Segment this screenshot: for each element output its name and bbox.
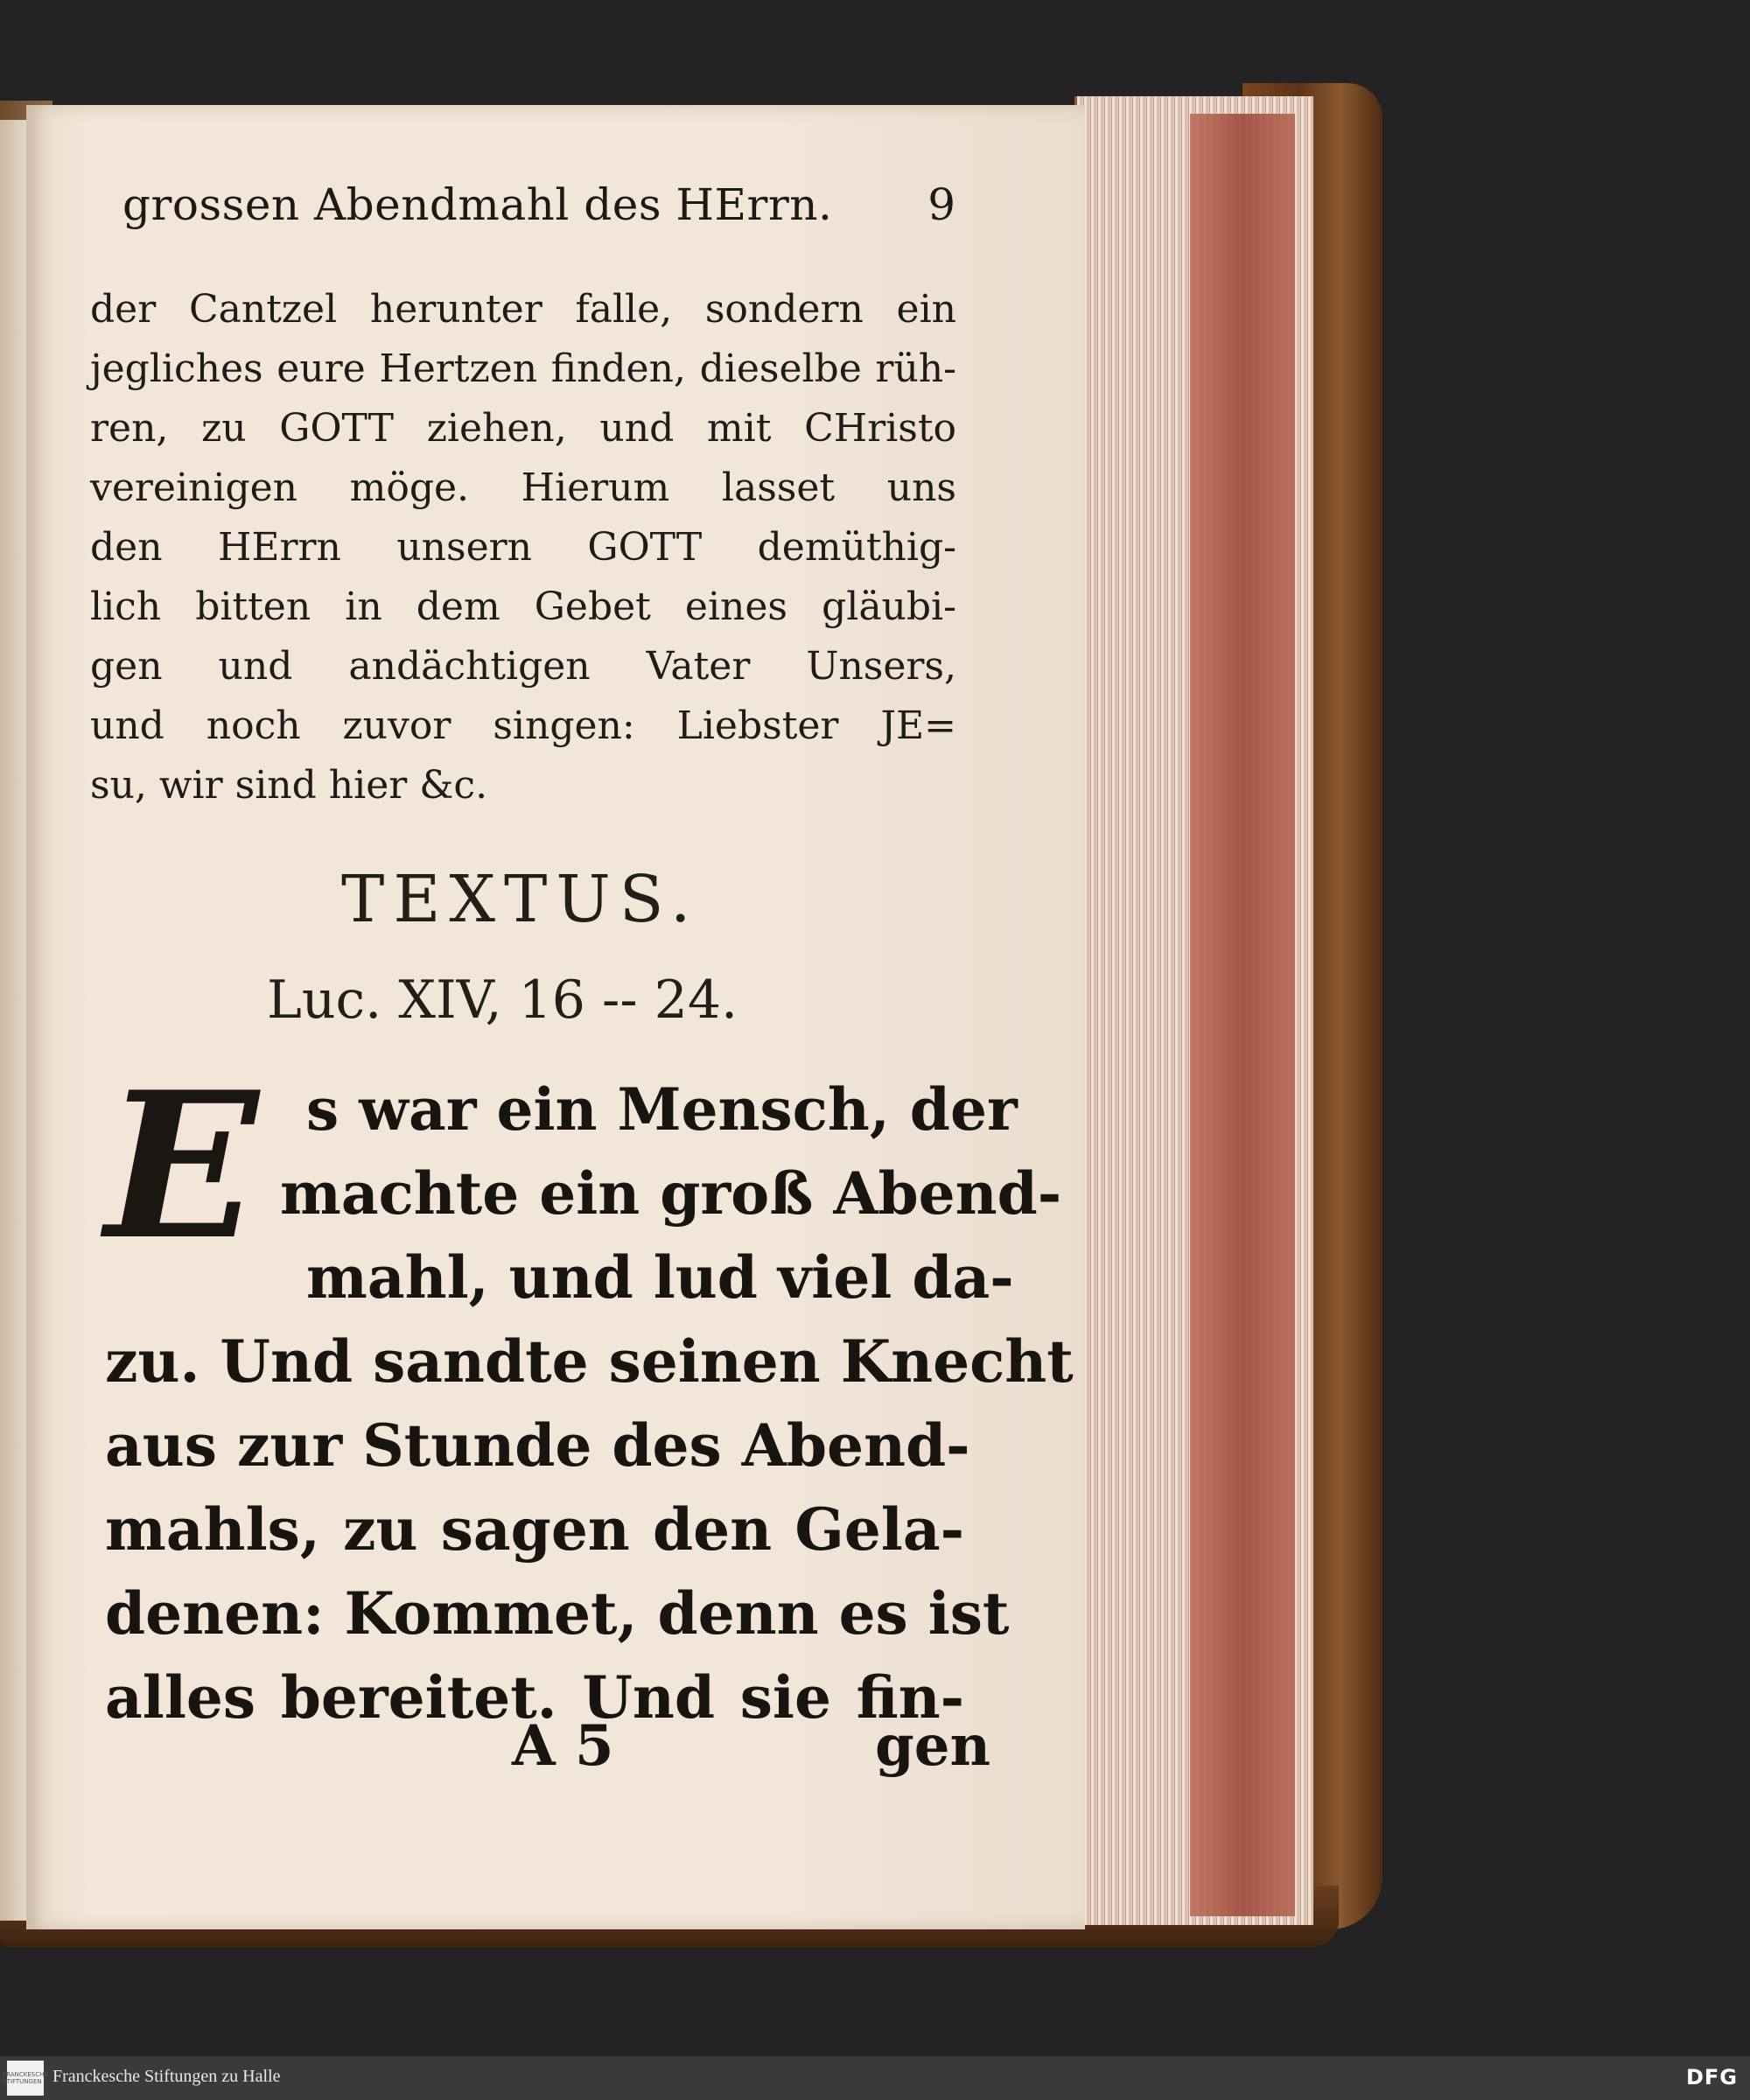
prose-line: der Cantzel herunter falle, sondern ein (90, 287, 956, 332)
scripture-line: machte ein groß Abend- (280, 1159, 1062, 1228)
scripture-line: mahl, und lud viel da- (306, 1243, 1014, 1312)
prose-paragraph (90, 280, 956, 816)
scripture-line: s war ein Mensch, der (306, 1075, 1018, 1144)
catchword: gen (875, 1713, 990, 1779)
page-header (122, 179, 954, 241)
institution-logo-text: FRANCKESCHE STIFTUNGEN (3, 2071, 48, 2085)
prose-line: gen und andächtigen Vater Unsers, (90, 644, 956, 689)
prose-line: und noch zuvor singen: Liebster JE= (90, 704, 956, 748)
prose-line: jegliches eure Hertzen finden, dieselbe rüh- (90, 346, 956, 391)
prose-line: lich bitten in dem Gebet eines gläubi- (90, 584, 956, 629)
page-number: 9 (928, 179, 956, 230)
scripture-text (105, 1048, 1074, 1740)
drop-cap: E (105, 1048, 259, 1284)
prose-line: ren, zu GOTT ziehen, und mit CHristo (90, 406, 956, 451)
scripture-line: denen: Kommet, denn es ist (105, 1579, 1010, 1648)
signature-mark: A 5 (512, 1713, 614, 1779)
scripture-line: zu. Und sandte seinen Knecht (105, 1327, 1074, 1396)
institution-logo (3, 2061, 48, 2096)
running-title: grossen Abendmahl des HErrn. (122, 179, 833, 230)
dfg-logo: DFG (1685, 2065, 1738, 2090)
prose-line: den HErrn unsern GOTT demüthig- (90, 525, 956, 570)
textus-heading: TEXTUS. (341, 862, 700, 937)
prose-line: vereinigen möge. Hierum lasset uns (90, 466, 956, 510)
scripture-line: alles bereitet. Und sie fin- (105, 1663, 964, 1732)
viewer-footer (0, 2056, 1750, 2100)
scripture-line: mahls, zu sagen den Gela- (105, 1495, 964, 1564)
scripture-reference: Luc. XIV, 16 -- 24. (267, 970, 738, 1031)
scripture-line: aus zur Stunde des Abend- (105, 1411, 970, 1480)
red-page-edge (1190, 114, 1295, 1916)
prose-line: su, wir sind hier &c. (90, 763, 488, 808)
institution-label: Franckesche Stiftungen zu Halle (52, 2067, 281, 2086)
